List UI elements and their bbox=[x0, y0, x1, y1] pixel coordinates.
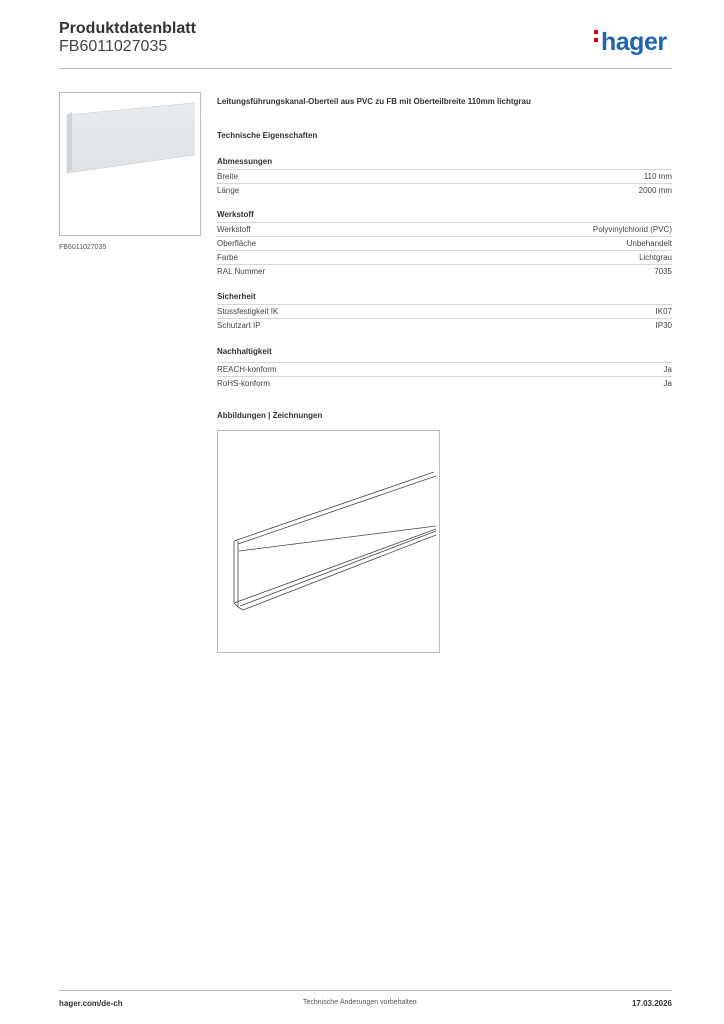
footer-divider bbox=[59, 990, 672, 991]
footer-notice: Technische Änderungen vorbehalten bbox=[303, 999, 417, 1006]
spec-value: Polyvinylchlorid (PVC) bbox=[592, 225, 672, 234]
spec-row bbox=[217, 318, 672, 332]
spec-row bbox=[217, 236, 672, 250]
spec-label: Stossfestigkeit IK bbox=[217, 307, 279, 316]
spec-row bbox=[217, 304, 672, 318]
hager-logo bbox=[594, 28, 667, 57]
spec-label: Länge bbox=[217, 186, 240, 195]
product-number: FB6011027035 bbox=[59, 38, 168, 55]
spec-row bbox=[217, 222, 672, 236]
logo-colon-icon bbox=[594, 30, 599, 46]
section-title-sustainability: Nachhaltigkeit bbox=[217, 347, 272, 356]
section-title-material: Werkstoff bbox=[217, 210, 254, 219]
spec-value: IK07 bbox=[655, 307, 672, 316]
spec-value: IP30 bbox=[655, 321, 672, 330]
section-title-safety: Sicherheit bbox=[217, 292, 256, 301]
spec-row bbox=[217, 264, 672, 278]
spec-label: Farbe bbox=[217, 253, 238, 262]
page-title: Produktdatenblatt bbox=[59, 20, 196, 37]
footer-date: 17.03.2026 bbox=[631, 999, 672, 1008]
spec-row bbox=[217, 183, 672, 197]
spec-row bbox=[217, 250, 672, 264]
spec-value: Lichtgrau bbox=[639, 253, 672, 262]
spec-value: 2000 mm bbox=[638, 186, 672, 195]
spec-value: Ja bbox=[663, 379, 672, 388]
technical-drawing bbox=[217, 430, 440, 653]
product-thumbnail bbox=[59, 92, 201, 236]
header-divider bbox=[59, 68, 672, 69]
spec-label: Schutzart IP bbox=[217, 321, 261, 330]
section-title-dimensions: Abmessungen bbox=[217, 157, 273, 166]
spec-row bbox=[217, 169, 672, 183]
spec-row bbox=[217, 362, 672, 376]
spec-value: 110 mm bbox=[643, 172, 672, 181]
spec-label: Werkstoff bbox=[217, 225, 251, 234]
spec-value: Ja bbox=[663, 365, 672, 374]
product-description: Leitungsführungskanal-Oberteil aus PVC zu FB mit Oberteilbreite 110mm lichtgrau bbox=[217, 97, 531, 106]
spec-label: REACH-konform bbox=[217, 365, 277, 374]
spec-value: 7035 bbox=[654, 267, 672, 276]
drawings-heading: Abbildungen | Zeichnungen bbox=[217, 411, 323, 420]
spec-value: Unbehandelt bbox=[626, 239, 672, 248]
spec-label: Oberfläche bbox=[217, 239, 257, 248]
logo-text: hager bbox=[601, 28, 667, 56]
spec-row bbox=[217, 376, 672, 390]
channel-cover-drawing-icon bbox=[218, 431, 439, 652]
product-photo-icon bbox=[60, 93, 200, 235]
footer-website-link[interactable]: hager.com/de-ch bbox=[59, 999, 123, 1008]
technical-properties-heading: Technische Eigenschaften bbox=[217, 131, 318, 140]
thumbnail-caption: FB6011027035 bbox=[59, 244, 107, 251]
spec-label: RoHS-konform bbox=[217, 379, 270, 388]
spec-label: Breite bbox=[217, 172, 238, 181]
spec-label: RAL Nummer bbox=[217, 267, 266, 276]
